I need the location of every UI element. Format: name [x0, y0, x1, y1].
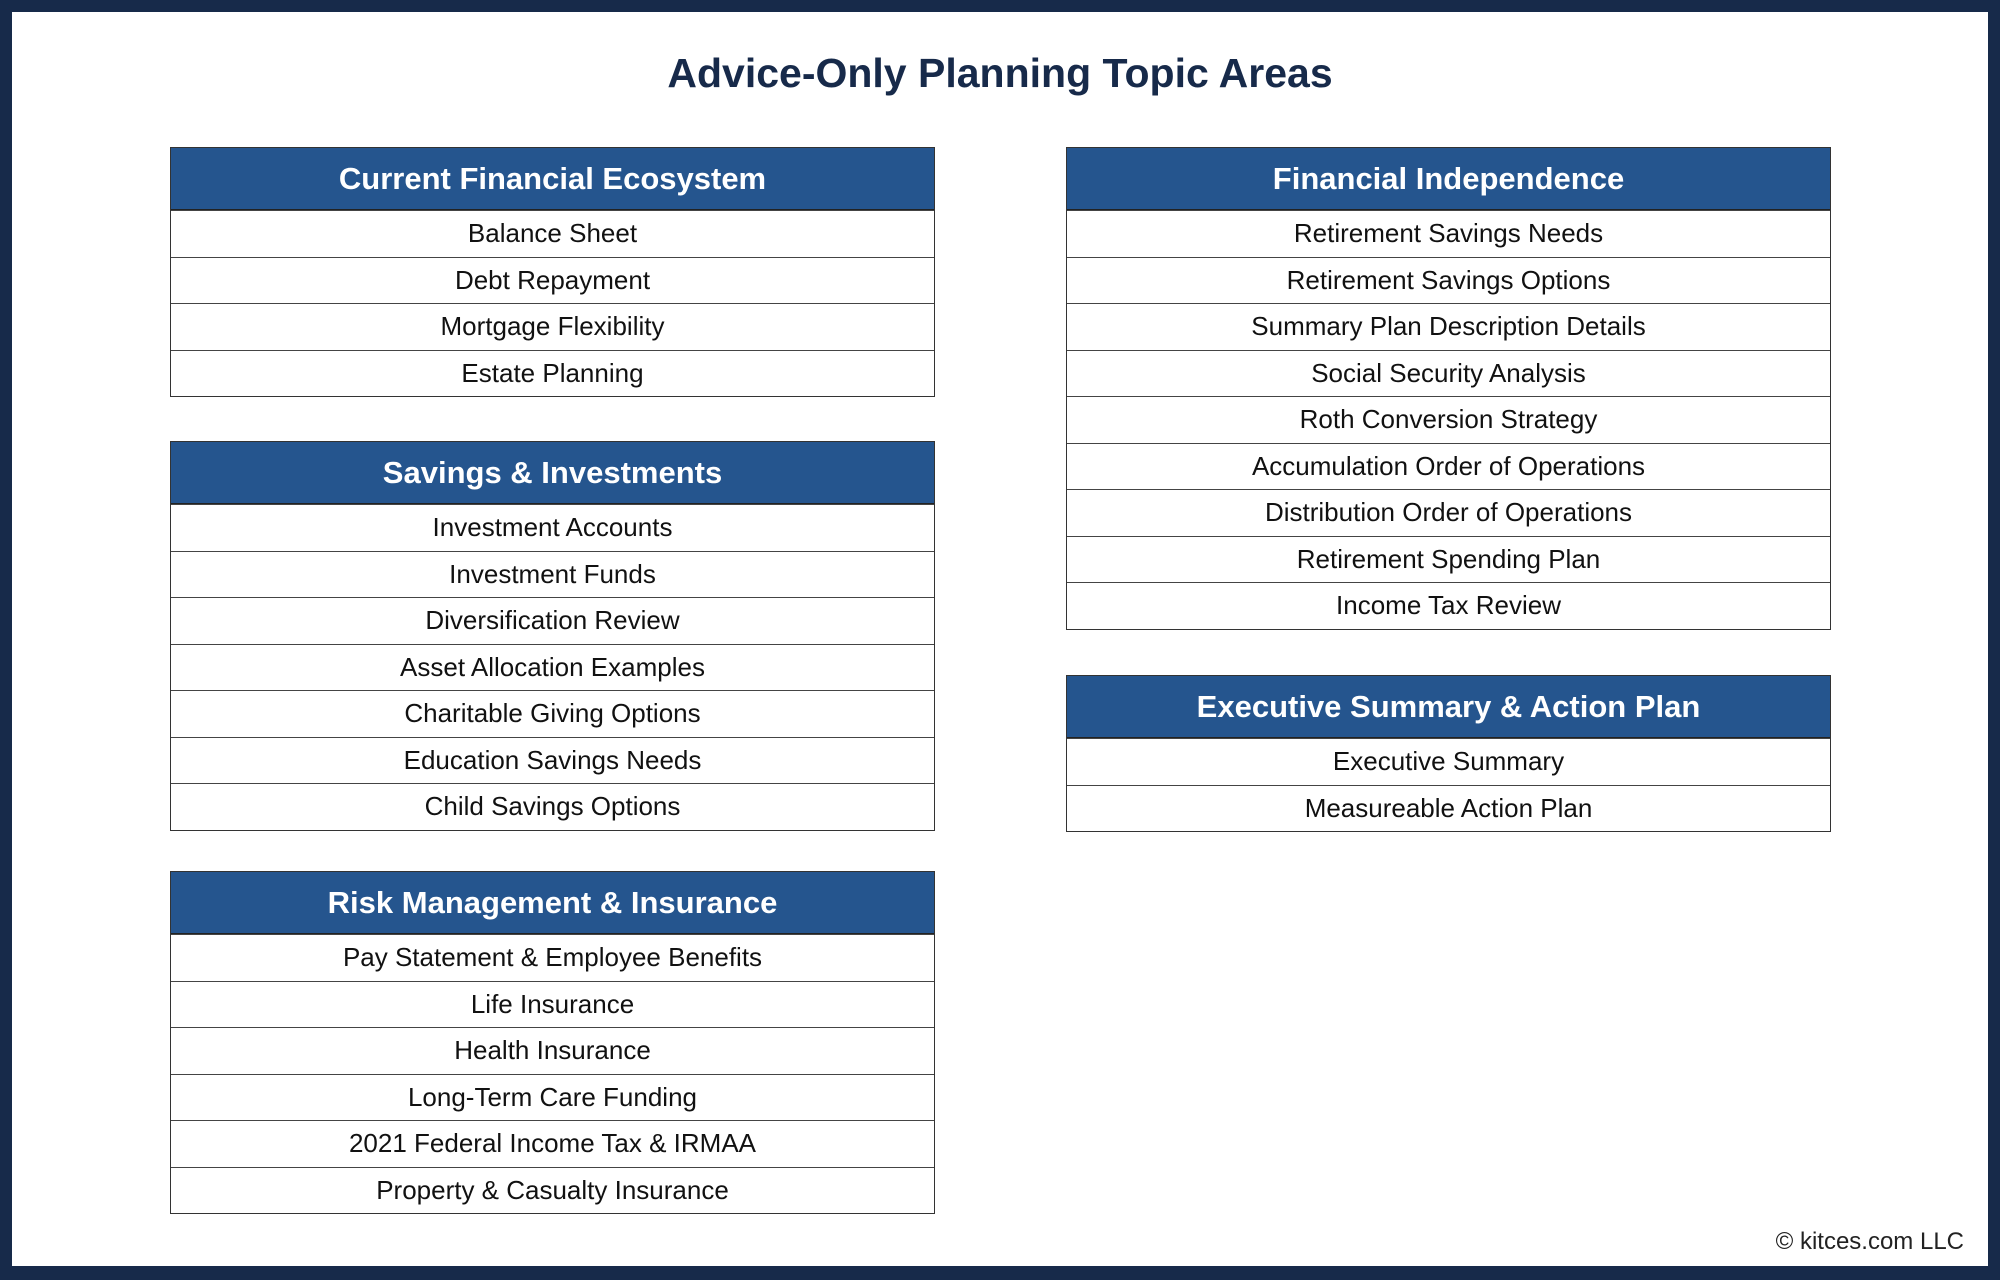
topic-header: Financial Independence — [1067, 148, 1830, 210]
topic-item: Estate Planning — [171, 350, 934, 397]
topic-table — [1066, 675, 1831, 832]
topic-item: Income Tax Review — [1067, 582, 1830, 629]
topic-header: Risk Management & Insurance — [171, 872, 934, 934]
topic-item: Investment Accounts — [171, 504, 934, 551]
topic-table — [170, 871, 935, 1214]
topic-item: Summary Plan Description Details — [1067, 303, 1830, 350]
page-title: Advice-Only Planning Topic Areas — [667, 50, 1333, 96]
copyright: © kitces.com LLC — [1775, 1228, 1964, 1255]
topic-item: Accumulation Order of Operations — [1067, 443, 1830, 490]
topic-item: Property & Casualty Insurance — [171, 1167, 934, 1214]
topic-header: Current Financial Ecosystem — [171, 148, 934, 210]
topic-item: Distribution Order of Operations — [1067, 489, 1830, 536]
topic-item: Executive Summary — [1067, 738, 1830, 785]
topic-item: Measureable Action Plan — [1067, 785, 1830, 832]
topic-item: Mortgage Flexibility — [171, 303, 934, 350]
topic-header: Savings & Investments — [171, 442, 934, 504]
topic-item: Health Insurance — [171, 1027, 934, 1074]
topic-item: Retirement Savings Options — [1067, 257, 1830, 304]
topic-item: Balance Sheet — [171, 210, 934, 257]
topic-item: Diversification Review — [171, 597, 934, 644]
topic-table — [170, 147, 935, 397]
page — [12, 12, 1988, 1266]
topic-item: Life Insurance — [171, 981, 934, 1028]
topic-item: Long-Term Care Funding — [171, 1074, 934, 1121]
topic-item: Asset Allocation Examples — [171, 644, 934, 691]
topic-item: Charitable Giving Options — [171, 690, 934, 737]
topic-item: Retirement Savings Needs — [1067, 210, 1830, 257]
topic-item: Investment Funds — [171, 551, 934, 598]
topic-item: Education Savings Needs — [171, 737, 934, 784]
topic-item: Debt Repayment — [171, 257, 934, 304]
topic-table — [170, 441, 935, 831]
topic-item: Pay Statement & Employee Benefits — [171, 934, 934, 981]
topic-header: Executive Summary & Action Plan — [1067, 676, 1830, 738]
topic-table — [1066, 147, 1831, 630]
topic-item: Social Security Analysis — [1067, 350, 1830, 397]
topic-item: Retirement Spending Plan — [1067, 536, 1830, 583]
topic-item: 2021 Federal Income Tax & IRMAA — [171, 1120, 934, 1167]
topic-item: Child Savings Options — [171, 783, 934, 830]
topic-item: Roth Conversion Strategy — [1067, 396, 1830, 443]
